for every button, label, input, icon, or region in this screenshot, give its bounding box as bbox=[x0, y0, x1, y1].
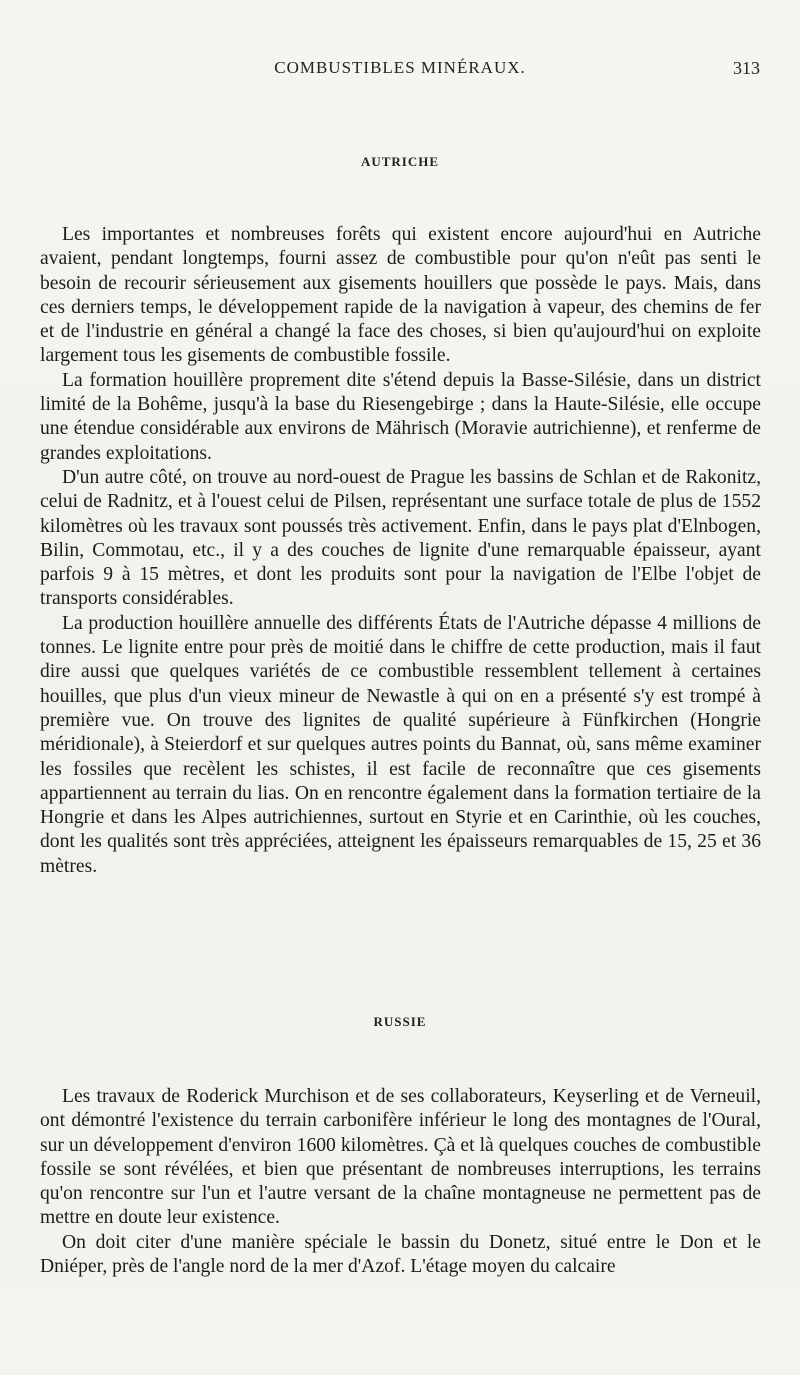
running-head bbox=[40, 58, 760, 84]
section-heading-autriche: AUTRICHE bbox=[360, 154, 440, 169]
section-heading-russie: RUSSIE bbox=[373, 1014, 427, 1029]
page-number: 313 bbox=[733, 58, 760, 78]
running-title: COMBUSTIBLES MINÉRAUX. bbox=[274, 58, 526, 77]
section-body-autriche bbox=[40, 223, 761, 879]
paragraph: D'un autre côté, on trouve au nord-ouest de Prague les bassins de Schlan et de Rakonitz, celui de Radnitz, et à l'ouest celui de Pilsen, représentant une surface totale de plus de 1552 kilomètres où les travaux sont poussés très activement. Enfin, dans le pays plat d'Elnbogen, Bilin, Commotau, etc., il y a des couches de lignite d'une remarquable épaisseur, ayant parfois 9 à 15 mètres, et dont les produits sont pour la navigation de l'Elbe l'objet de transports considérables. bbox=[40, 466, 761, 610]
paragraph: La production houillère annuelle des différents États de l'Autriche dépasse 4 millions de tonnes. Le lignite entre pour près de moitié dans le chiffre de cette production, mais il faut dire aussi que quelques variétés de ce combustible ressemblent tellement à certaines houilles, que plus d'un vieux mineur de Newastle à qui on en a présenté s'y est trompé à première vue. On trouve des lignites de qualité supérieure à Fünfkirchen (Hongrie méridionale), à Steierdorf et sur quelques autres points du Bannat, où, sans même examiner les fossiles que recèlent les schistes, il est facile de reconnaître que ces gisements appartiennent au terrain du lias. On en rencontre également dans la formation tertiaire de la Hongrie et dans les Alpes autrichiennes, surtout en Styrie et en Carinthie, où les couches, dont les qualités sont très appréciées, atteignent les épaisseurs remarquables de 15, 25 et 36 mètres. bbox=[40, 612, 761, 877]
paragraph: Les travaux de Roderick Murchison et de ses collaborateurs, Keyserling et de Verneuil, ont démontré l'existence du terrain carbonifère inférieur le long des montagnes de l'Oural, sur un développement d'environ 1600 kilomètres. Çà et là quelques couches de combustible fossile se sont révélées, et bien que présentant de nombreuses interruptions, les terrains qu'on rencontre sur l'un et l'autre versant de la chaîne montagneuse ne permettent pas de mettre en doute leur existence. bbox=[40, 1086, 761, 1229]
paragraph: Les importantes et nombreuses forêts qui existent encore aujourd'hui en Autriche avaient, pendant longtemps, fourni assez de combustible pour qu'on n'eût pas senti le besoin de recourir sérieusement aux gisements houillers que possède le pays. Mais, dans ces derniers temps, le développement rapide de la navigation à vapeur, des chemins de fer et de l'industrie en général a changé la face des choses, si bien qu'aujourd'hui on exploite largement tous les gisements de combustible fossile. bbox=[40, 224, 761, 367]
section-body-russie bbox=[40, 1085, 761, 1279]
paragraph: On doit citer d'une manière spéciale le bassin du Donetz, situé entre le Don et le Dniéper, près de l'angle nord de la mer d'Azof. L'étage moyen du calcaire bbox=[40, 1231, 761, 1278]
paragraph: La formation houillère proprement dite s'étend depuis la Basse-Silésie, dans un district limité de la Bohême, jusqu'à la base du Riesengebirge ; dans la Haute-Silésie, elle occupe une étendue considérable aux environs de Mährisch (Moravie autrichienne), et renferme de grandes exploitations. bbox=[40, 369, 761, 464]
